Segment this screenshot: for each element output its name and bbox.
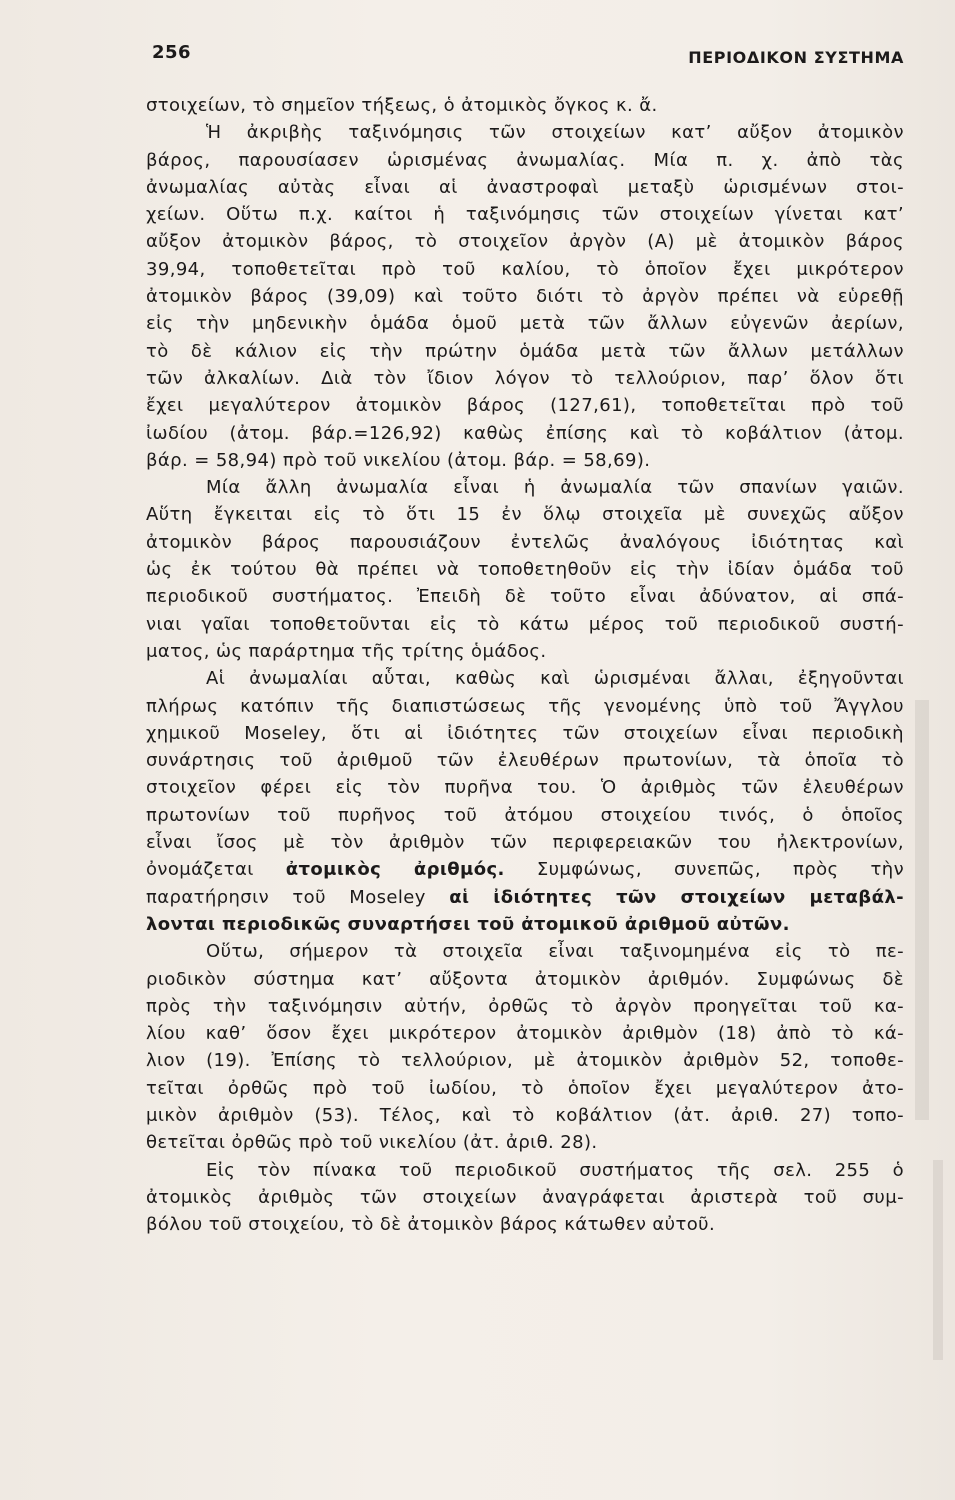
text-line: συνάρτησις τοῦ ἀριθμοῦ τῶν ἐλευθέρων πρωτονίων, τὰ ὁποῖα τὸ [146, 750, 904, 772]
emphasis-law-statement-end: λονται περιοδικῶς συναρτήσει τοῦ ἀτομικοῦ ἀριθμοῦ αὐτῶν. [146, 913, 790, 935]
show-through-bleed [895, 700, 955, 1400]
text-line: ἀτομικὸν βάρος (39,09) καὶ τοῦτο διότι τὸ ἀργὸν πρέπει νὰ εὑρεθῇ [146, 286, 904, 308]
text-line: αὔξον ἀτομικὸν βάρος, τὸ στοιχεῖον ἀργὸν (Α) μὲ ἀτομικὸν βάρος [146, 231, 904, 253]
emphasis-term-atomic-number: ἀτομικὸς ἀριθμός. [285, 859, 505, 881]
text-line: τῶν ἀλκαλίων. Διὰ τὸν ἴδιον λόγον τὸ τελλούριον, παρ’ ὅλον ὅτι [146, 367, 904, 389]
text-line: εἶναι ἴσος μὲ τὸν ἀριθμὸν τῶν περιφερειακῶν του ἠλεκτρονίων, [146, 832, 904, 854]
text-line-mixed [146, 856, 904, 883]
text-line: ριοδικὸν σύστημα κατ’ αὔξοντα ἀτομικὸν ἀριθμόν. Συμφώνως δὲ [146, 968, 904, 990]
text-line: ἀνωμαλίας αὐτὰς εἶναι αἱ ἀναστροφαὶ μεταξὺ ὡρισμένων στοι- [146, 176, 904, 198]
running-title: ΠΕΡΙΟΔΙΚΟΝ ΣΥΣΤΗΜΑ [688, 48, 904, 67]
text-line: πλήρως κατόπιν τῆς διαπιστώσεως τῆς γενομένης ὑπὸ τοῦ Ἄγγλου [146, 695, 904, 717]
text-line: ἀτομικὸς ἀριθμὸς τῶν στοιχείων ἀναγράφεται ἀριστερὰ τοῦ συμ- [146, 1186, 904, 1208]
bleed-mark [933, 1160, 943, 1360]
text-line: βόλου τοῦ στοιχείου, τὸ δὲ ἀτομικὸν βάρος κάτωθεν αὐτοῦ. [146, 1214, 716, 1236]
text-line: βάρ. = 58,94) πρὸ τοῦ νικελίου (ἀτομ. βάρ. = 58,69). [146, 449, 651, 471]
text-line: ἰωδίου (ἀτομ. βάρ.=126,92) καθὼς ἐπίσης καὶ τὸ κοβάλτιον (ἀτομ. [146, 422, 904, 444]
emphasis-law-statement: αἱ ἰδιότητες τῶν στοιχείων μεταβάλ- [449, 886, 904, 908]
text-run: ὀνομάζεται [146, 859, 254, 881]
text-line: ἀτομικὸν βάρος παρουσιάζουν ἐντελῶς ἀναλόγους ἰδιότητας καὶ [146, 531, 904, 553]
text-line: στοιχεῖον φέρει εἰς τὸν πυρῆνα του. Ὁ ἀριθμὸς τῶν ἐλευθέρων [146, 777, 904, 799]
text-line: Εἰς τὸν πίνακα τοῦ περιοδικοῦ συστήματος τῆς σελ. 255 ὁ [206, 1159, 904, 1181]
text-line: περιοδικοῦ συστήματος. Ἐπειδὴ δὲ τοῦτο εἶναι ἀδύνατον, αἱ σπά- [146, 586, 904, 608]
text-line: τεῖται ὀρθῶς πρὸ τοῦ ἰωδίου, τὸ ὁποῖον ἔχει μεγαλύτερον ἀτο- [146, 1077, 904, 1099]
text-line-mixed [146, 884, 904, 911]
text-line: στοιχείων, τὸ σημεῖον τήξεως, ὁ ἀτομικὸς ὄγκος κ. ἄ. [146, 95, 658, 116]
text-line: βάρος, παρουσίασεν ὡρισμένας ἀνωμαλίας. Μία π. χ. ἀπὸ τὰς [146, 149, 904, 171]
text-line: Αἱ ἀνωμαλίαι αὗται, καθὼς καὶ ὡρισμέναι ἄλλαι, ἐξηγοῦνται [206, 668, 904, 690]
text-line: ματος, ὡς παράρτημα τῆς τρίτης ὁμάδος. [146, 640, 547, 662]
text-line: Ἡ ἀκριβὴς ταξινόμησις τῶν στοιχείων κατ’ αὔξον ἀτομικὸν [206, 122, 904, 144]
text-line: ἔχει μεγαλύτερον ἀτομικὸν βάρος (127,61), τοποθετεῖται πρὸ τοῦ [146, 395, 904, 417]
text-line: θετεῖται ὀρθῶς πρὸ τοῦ νικελίου (ἀτ. ἀριθ. 28). [146, 1132, 598, 1154]
text-line: Αὕτη ἔγκειται εἰς τὸ ὅτι 15 ἐν ὅλῳ στοιχεῖα μὲ συνεχῶς αὔξον [146, 504, 904, 526]
text-line: Μία ἄλλη ἀνωμαλία εἶναι ἡ ἀνωμαλία τῶν σπανίων γαιῶν. [206, 477, 904, 499]
text-run: Συμφώνως, συνεπῶς, πρὸς τὴν [536, 859, 905, 881]
page-number: 256 [152, 42, 192, 63]
text-line: τὸ δὲ κάλιον εἰς τὴν πρώτην ὁμάδα μετὰ τῶν ἄλλων μετάλλων [146, 340, 904, 362]
text-line: χείων. Οὕτω π.χ. καίτοι ἡ ταξινόμησις τῶν στοιχείων γίνεται κατ’ [146, 204, 904, 226]
text-line: 39,94, τοποθετεῖται πρὸ τοῦ καλίου, τὸ ὁποῖον ἔχει μικρότερον [146, 258, 904, 280]
text-line: λίου καθ’ ὅσον ἔχει μικρότερον ἀτομικὸν ἀριθμὸν (18) ἀπὸ τὸ κά- [146, 1023, 904, 1045]
text-line: Οὕτω, σήμερον τὰ στοιχεῖα εἶναι ταξινομημένα εἰς τὸ πε- [206, 941, 904, 963]
text-line: νιαι γαῖαι τοποθετοῦνται εἰς τὸ κάτω μέρος τοῦ περιοδικοῦ συστή- [146, 613, 904, 635]
text-line: πρωτονίων τοῦ πυρῆνος τοῦ ἀτόμου στοιχείου τινός, ὁ ὁποῖος [146, 804, 904, 826]
bleed-mark [915, 700, 929, 1120]
page-header [148, 42, 904, 76]
text-run: παρατήρησιν τοῦ Moseley [146, 886, 426, 908]
text-line: χημικοῦ Moseley, ὅτι αἱ ἰδιότητες τῶν στοιχείων εἶναι περιοδικὴ [146, 722, 904, 744]
text-line: μικὸν ἀριθμὸν (53). Τέλος, καὶ τὸ κοβάλτιον (ἀτ. ἀριθ. 27) τοπο- [146, 1104, 904, 1126]
text-line: πρὸς τὴν ταξινόμησιν αὐτήν, ὀρθῶς τὸ ἀργὸν προηγεῖται τοῦ κα- [146, 995, 904, 1017]
text-line: ὡς ἐκ τούτου θὰ πρέπει νὰ τοποθετηθοῦν εἰς τὴν ἰδίαν ὁμάδα τοῦ [146, 559, 904, 581]
text-line: λιον (19). Ἐπίσης τὸ τελλούριον, μὲ ἀτομικὸν ἀριθμὸν 52, τοποθε- [146, 1050, 904, 1072]
text-line: εἰς τὴν μηδενικὴν ὁμάδα ὁμοῦ μετὰ τῶν ἄλλων εὐγενῶν ἀερίων, [146, 313, 904, 335]
body-text [146, 92, 904, 1238]
